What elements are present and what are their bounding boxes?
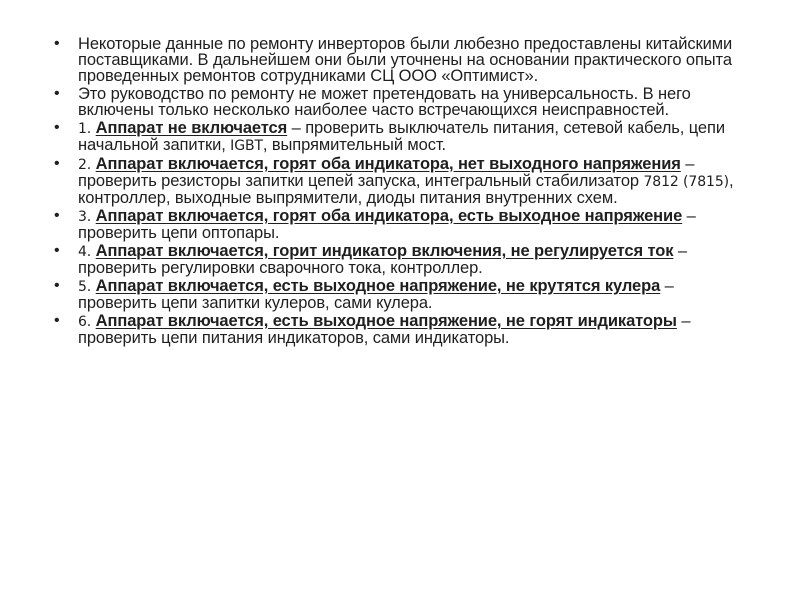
- bullet-marker: •: [54, 85, 60, 102]
- item-text: , выпрямительный мост.: [262, 136, 447, 154]
- item-text: – проверить цепи питания индикаторов, сами индикаторы.: [78, 312, 691, 347]
- bullet-marker: •: [54, 119, 60, 136]
- item-heading: Аппарат не включается: [95, 119, 288, 137]
- item-heading: Аппарат включается, есть выходное напряжение, не горят индикаторы: [95, 312, 677, 330]
- bullet-marker: •: [54, 277, 60, 294]
- item-number: 2.: [78, 157, 92, 173]
- bullet-marker: •: [54, 312, 60, 329]
- list-item: [54, 120, 748, 154]
- item-text: Это руководство по ремонту не может претендовать на универсальность. В него включены только несколько наиболее часто встречающихся неисправностей.: [78, 85, 691, 119]
- item-heading: Аппарат включается, горят оба индикатора, нет выходного напряжения: [95, 155, 681, 173]
- item-number: 5.: [78, 279, 92, 295]
- item-heading: Аппарат включается, горит индикатор включения, не регулируется ток: [95, 242, 674, 260]
- list-item: [54, 243, 748, 276]
- item-text: – проверить регулировки сварочного тока, контроллер.: [78, 242, 687, 277]
- bullet-marker: •: [54, 242, 60, 259]
- item-text: – проверить цепи запитки кулеров, сами кулера.: [78, 277, 674, 312]
- item-number: 3.: [78, 209, 92, 225]
- list-item: [54, 313, 748, 346]
- list-item: [54, 36, 748, 84]
- item-number: 1.: [78, 121, 92, 137]
- item-heading: Аппарат включается, есть выходное напряжение, не крутятся кулера: [95, 277, 661, 295]
- item-text: – проверить цепи оптопары.: [78, 207, 696, 242]
- bullet-list: [54, 36, 748, 348]
- item-text: Некоторые данные по ремонту инверторов были любезно предоставлены китайскими поставщиками. В дальнейшем они были уточнены на основании практического опыта проведенных ремонтов сотрудниками СЦ ООО «Оптимист».: [78, 35, 733, 85]
- item-code: IGBT: [230, 138, 263, 154]
- item-text: – проверить резисторы запитки цепей запуска, интегральный стабилизатор: [78, 155, 695, 190]
- bullet-marker: •: [54, 155, 60, 172]
- list-item: [54, 278, 748, 311]
- item-number: 4.: [78, 244, 92, 260]
- bullet-marker: •: [54, 207, 60, 224]
- item-code: 7812 (7815): [643, 174, 729, 190]
- list-item: [54, 86, 748, 118]
- item-text: – проверить выключатель питания, сетевой кабель, цепи начальной запитки,: [78, 119, 725, 154]
- item-number: 6.: [78, 314, 92, 330]
- list-item: [54, 208, 748, 241]
- item-text: , контроллер, выходные выпрямители, диоды питания внутренних схем.: [78, 172, 734, 207]
- list-item: [54, 156, 748, 206]
- bullet-marker: •: [54, 35, 60, 52]
- item-heading: Аппарат включается, горят оба индикатора, есть выходное напряжение: [95, 207, 683, 225]
